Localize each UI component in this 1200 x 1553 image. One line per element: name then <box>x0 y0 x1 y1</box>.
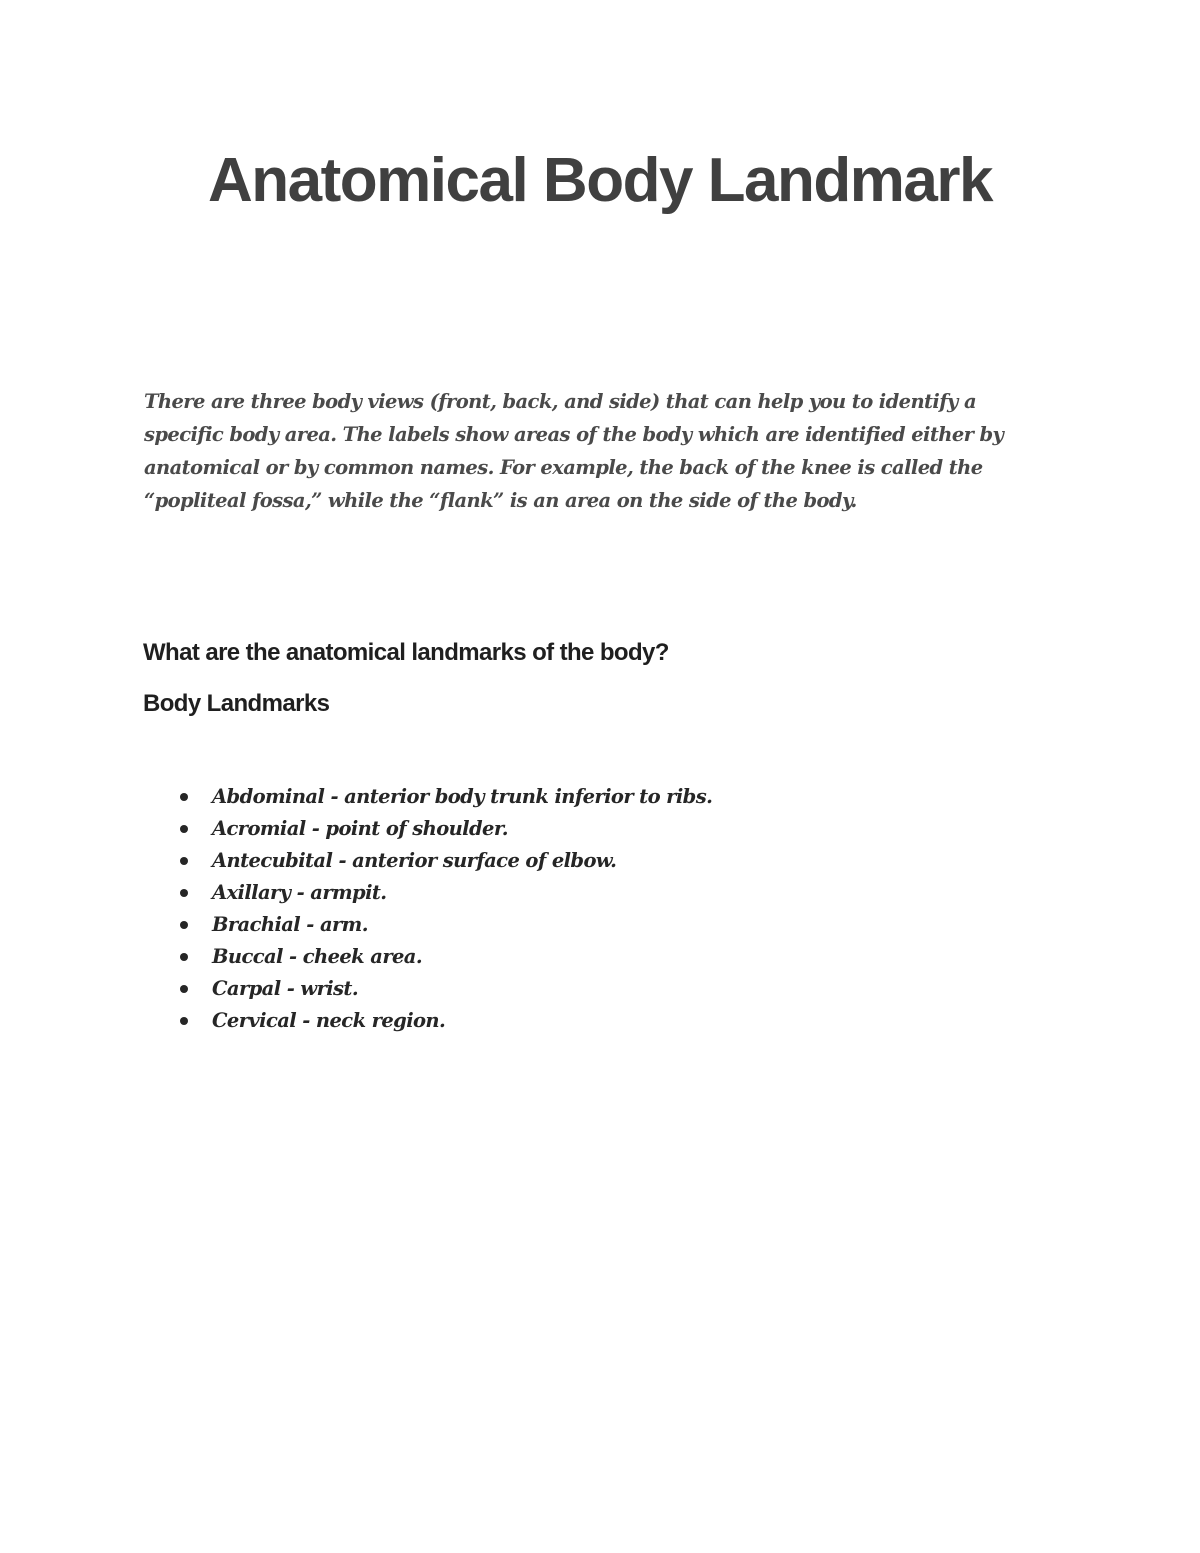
bullet-icon <box>180 985 188 993</box>
bullet-icon <box>180 857 188 865</box>
landmark-item <box>180 909 712 941</box>
landmark-item <box>180 1005 712 1037</box>
bullet-icon <box>180 1017 188 1025</box>
landmark-item <box>180 845 712 877</box>
bullet-icon <box>180 825 188 833</box>
landmark-text: Buccal - cheek area. <box>212 945 423 968</box>
question-heading: What are the anatomical landmarks of the body? <box>143 639 669 666</box>
landmark-text: Cervical - neck region. <box>212 1009 446 1032</box>
landmark-item <box>180 941 712 973</box>
landmark-text: Antecubital - anterior surface of elbow. <box>212 849 617 872</box>
list-heading: Body Landmarks <box>143 690 330 717</box>
bullet-icon <box>180 793 188 801</box>
bullet-icon <box>180 889 188 897</box>
landmark-text: Brachial - arm. <box>212 913 368 936</box>
intro-paragraph: There are three body views (front, back, and side) that can help you to identify a specific body area. The labels show areas of the body which are identified either by anatomical or by common names. For example, the back of the knee is called the “popliteal fossa,” while the “flank” is an area on the side of the body. <box>144 390 1004 512</box>
document-title: Anatomical Body Landmark <box>208 146 992 215</box>
landmark-item <box>180 813 712 845</box>
landmark-item <box>180 973 712 1005</box>
landmark-item <box>180 781 712 813</box>
bullet-icon <box>180 953 188 961</box>
landmark-text: Acromial - point of shoulder. <box>212 817 508 840</box>
landmark-text: Abdominal - anterior body trunk inferior to ribs. <box>212 785 713 808</box>
landmark-item <box>180 877 712 909</box>
landmark-text: Axillary - armpit. <box>212 881 387 904</box>
landmark-list <box>180 781 712 1037</box>
bullet-icon <box>180 921 188 929</box>
landmark-text: Carpal - wrist. <box>212 977 359 1000</box>
